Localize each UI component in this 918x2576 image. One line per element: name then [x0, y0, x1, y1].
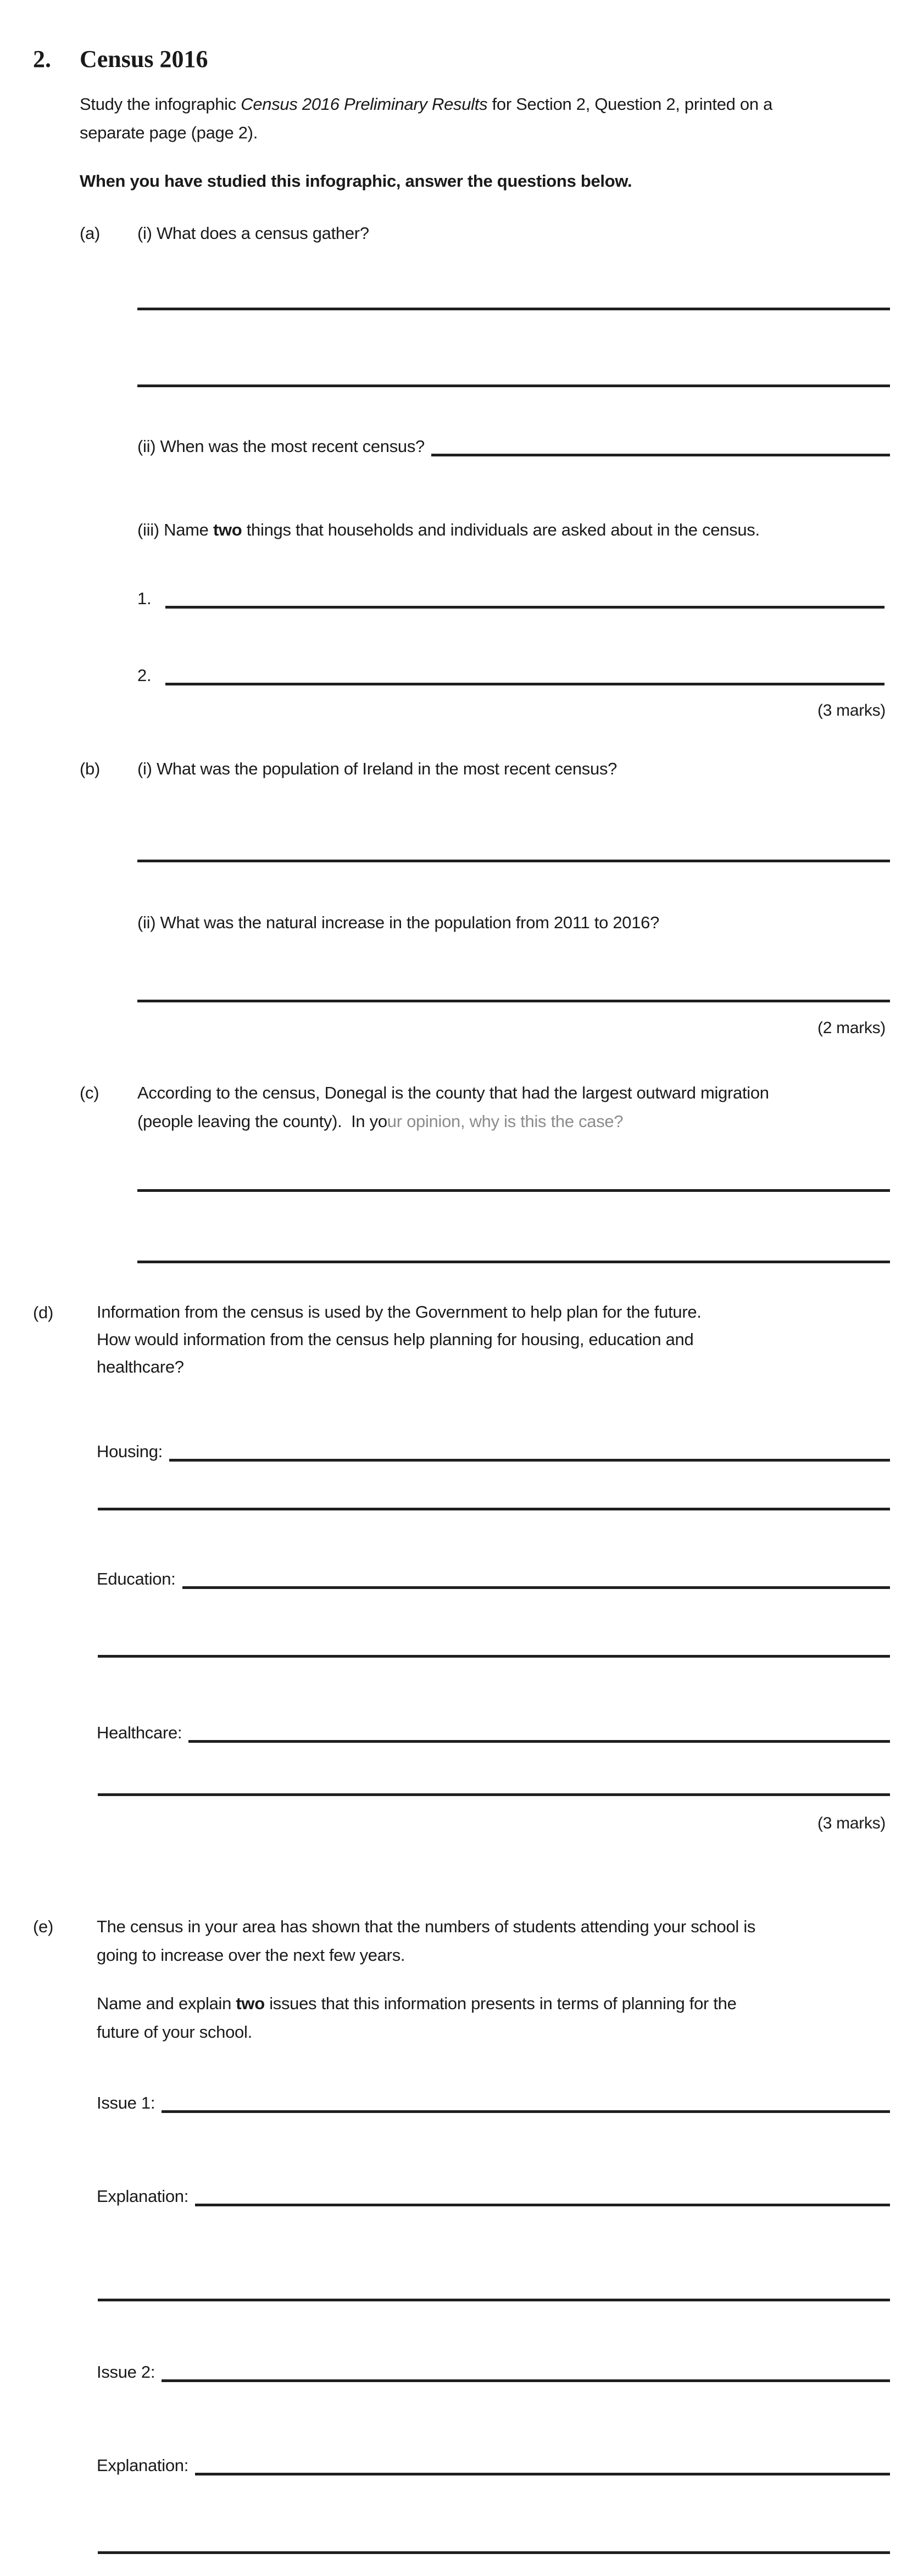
question-a-part-ii: (ii) When was the most recent census?	[137, 437, 425, 456]
answer-line	[188, 1740, 890, 1743]
answer-line	[431, 454, 890, 456]
answer-line	[137, 1189, 890, 1192]
answer-line	[137, 860, 890, 862]
question-c-line-2	[137, 1107, 623, 1136]
question-a-part-iii-pre: (iii) Name	[137, 520, 213, 539]
question-number	[33, 44, 51, 75]
answer-line	[162, 2379, 890, 2382]
question-a-part-iii-post: things that households and individuals are asked about in the census.	[242, 520, 760, 539]
numbered-answer-row-1	[137, 585, 884, 611]
question-d-line-3: healthcare?	[97, 1357, 184, 1376]
issue1-answer-row	[97, 2089, 890, 2116]
issue1-label: Issue 1:	[97, 2093, 155, 2112]
answer-line	[195, 2473, 890, 2475]
question-d-line-1: Information from the census is used by the Government to help plan for the future.	[97, 1302, 702, 1322]
item-number-2: 2.	[137, 666, 152, 685]
question-e-line3-post: issues that this information presents in terms of planning for the	[264, 1994, 737, 2013]
answer-line	[169, 1459, 890, 1462]
issue2-label: Issue 2:	[97, 2362, 155, 2382]
intro-line-2: separate page (page 2).	[80, 123, 258, 142]
answer-line	[165, 683, 884, 685]
answer-line	[182, 1586, 891, 1589]
question-e-line-4: future of your school.	[97, 2022, 252, 2042]
question-b-part-i: (i) What was the population of Ireland in the most recent census?	[137, 759, 617, 778]
question-c-label: (c)	[80, 1083, 99, 1102]
healthcare-answer-row	[97, 1719, 890, 1746]
question-d-label: (d)	[33, 1303, 53, 1322]
answer-line	[98, 1793, 890, 1796]
question-e-line-2: going to increase over the next few years.	[97, 1945, 405, 1965]
question-b-part-ii: (ii) What was the natural increase in the population from 2011 to 2016?	[137, 913, 660, 932]
education-label: Education:	[97, 1569, 176, 1588]
issue2-answer-row	[97, 2358, 890, 2385]
question-a-part-iii-bold: two	[213, 520, 242, 539]
education-answer-row	[97, 1565, 890, 1592]
intro-line1-pre: Study the infographic	[80, 94, 241, 114]
marks-label-d: (3 marks)	[817, 1814, 886, 1832]
page-title-text: Census 2016	[80, 46, 208, 73]
healthcare-label: Healthcare:	[97, 1723, 182, 1742]
page-title	[80, 44, 208, 75]
answer-line	[137, 308, 890, 310]
intro-line1-italic: Census 2016 Preliminary Results	[241, 94, 488, 114]
housing-label: Housing:	[97, 1442, 163, 1461]
question-e-line-3	[97, 1989, 737, 2018]
answer-line	[98, 1508, 890, 1510]
question-a-part-ii-row	[137, 433, 890, 459]
question-e-line3-pre: Name and explain	[97, 1994, 236, 2013]
answer-line	[195, 2204, 890, 2206]
question-number-text: 2.	[33, 46, 51, 73]
intro-line1-post: for Section 2, Question 2, printed on a	[487, 94, 773, 114]
question-a-part-i: (i) What does a census gather?	[137, 224, 369, 243]
explanation1-answer-row	[97, 2183, 890, 2209]
answer-line	[98, 2299, 890, 2301]
answer-line	[137, 1000, 890, 1002]
answer-line	[98, 1655, 890, 1658]
question-c-line2-gray: ur opinion, why is this the case?	[387, 1112, 624, 1131]
answer-line	[162, 2110, 890, 2113]
item-number-1: 1.	[137, 589, 152, 608]
answer-line	[137, 1261, 890, 1263]
answer-line	[165, 606, 884, 609]
housing-answer-row	[97, 1438, 890, 1464]
question-e-line3-bold: two	[236, 1994, 265, 2013]
instruction-line: When you have studied this infographic, answer the questions below.	[80, 171, 632, 191]
question-d-line-2: How would information from the census help planning for housing, education and	[97, 1330, 694, 1349]
answer-line	[98, 2551, 890, 2554]
question-c-line2-black: (people leaving the county). In yo	[137, 1112, 387, 1131]
explanation1-label: Explanation:	[97, 2187, 189, 2206]
intro-line-1	[80, 90, 772, 119]
question-a-label: (a)	[80, 224, 100, 243]
marks-label-b: (2 marks)	[817, 1019, 886, 1037]
explanation2-answer-row	[97, 2452, 890, 2478]
numbered-answer-row-2	[137, 662, 884, 688]
question-e-label: (e)	[33, 1917, 53, 1936]
question-a-part-iii	[137, 516, 760, 544]
question-e-line-1: The census in your area has shown that the numbers of students attending your school is	[97, 1917, 756, 1936]
question-b-label: (b)	[80, 759, 100, 778]
question-c-line-1: According to the census, Donegal is the county that had the largest outward migration	[137, 1083, 769, 1102]
explanation2-label: Explanation:	[97, 2456, 189, 2475]
marks-label-a: (3 marks)	[817, 701, 886, 720]
answer-line	[137, 384, 890, 387]
